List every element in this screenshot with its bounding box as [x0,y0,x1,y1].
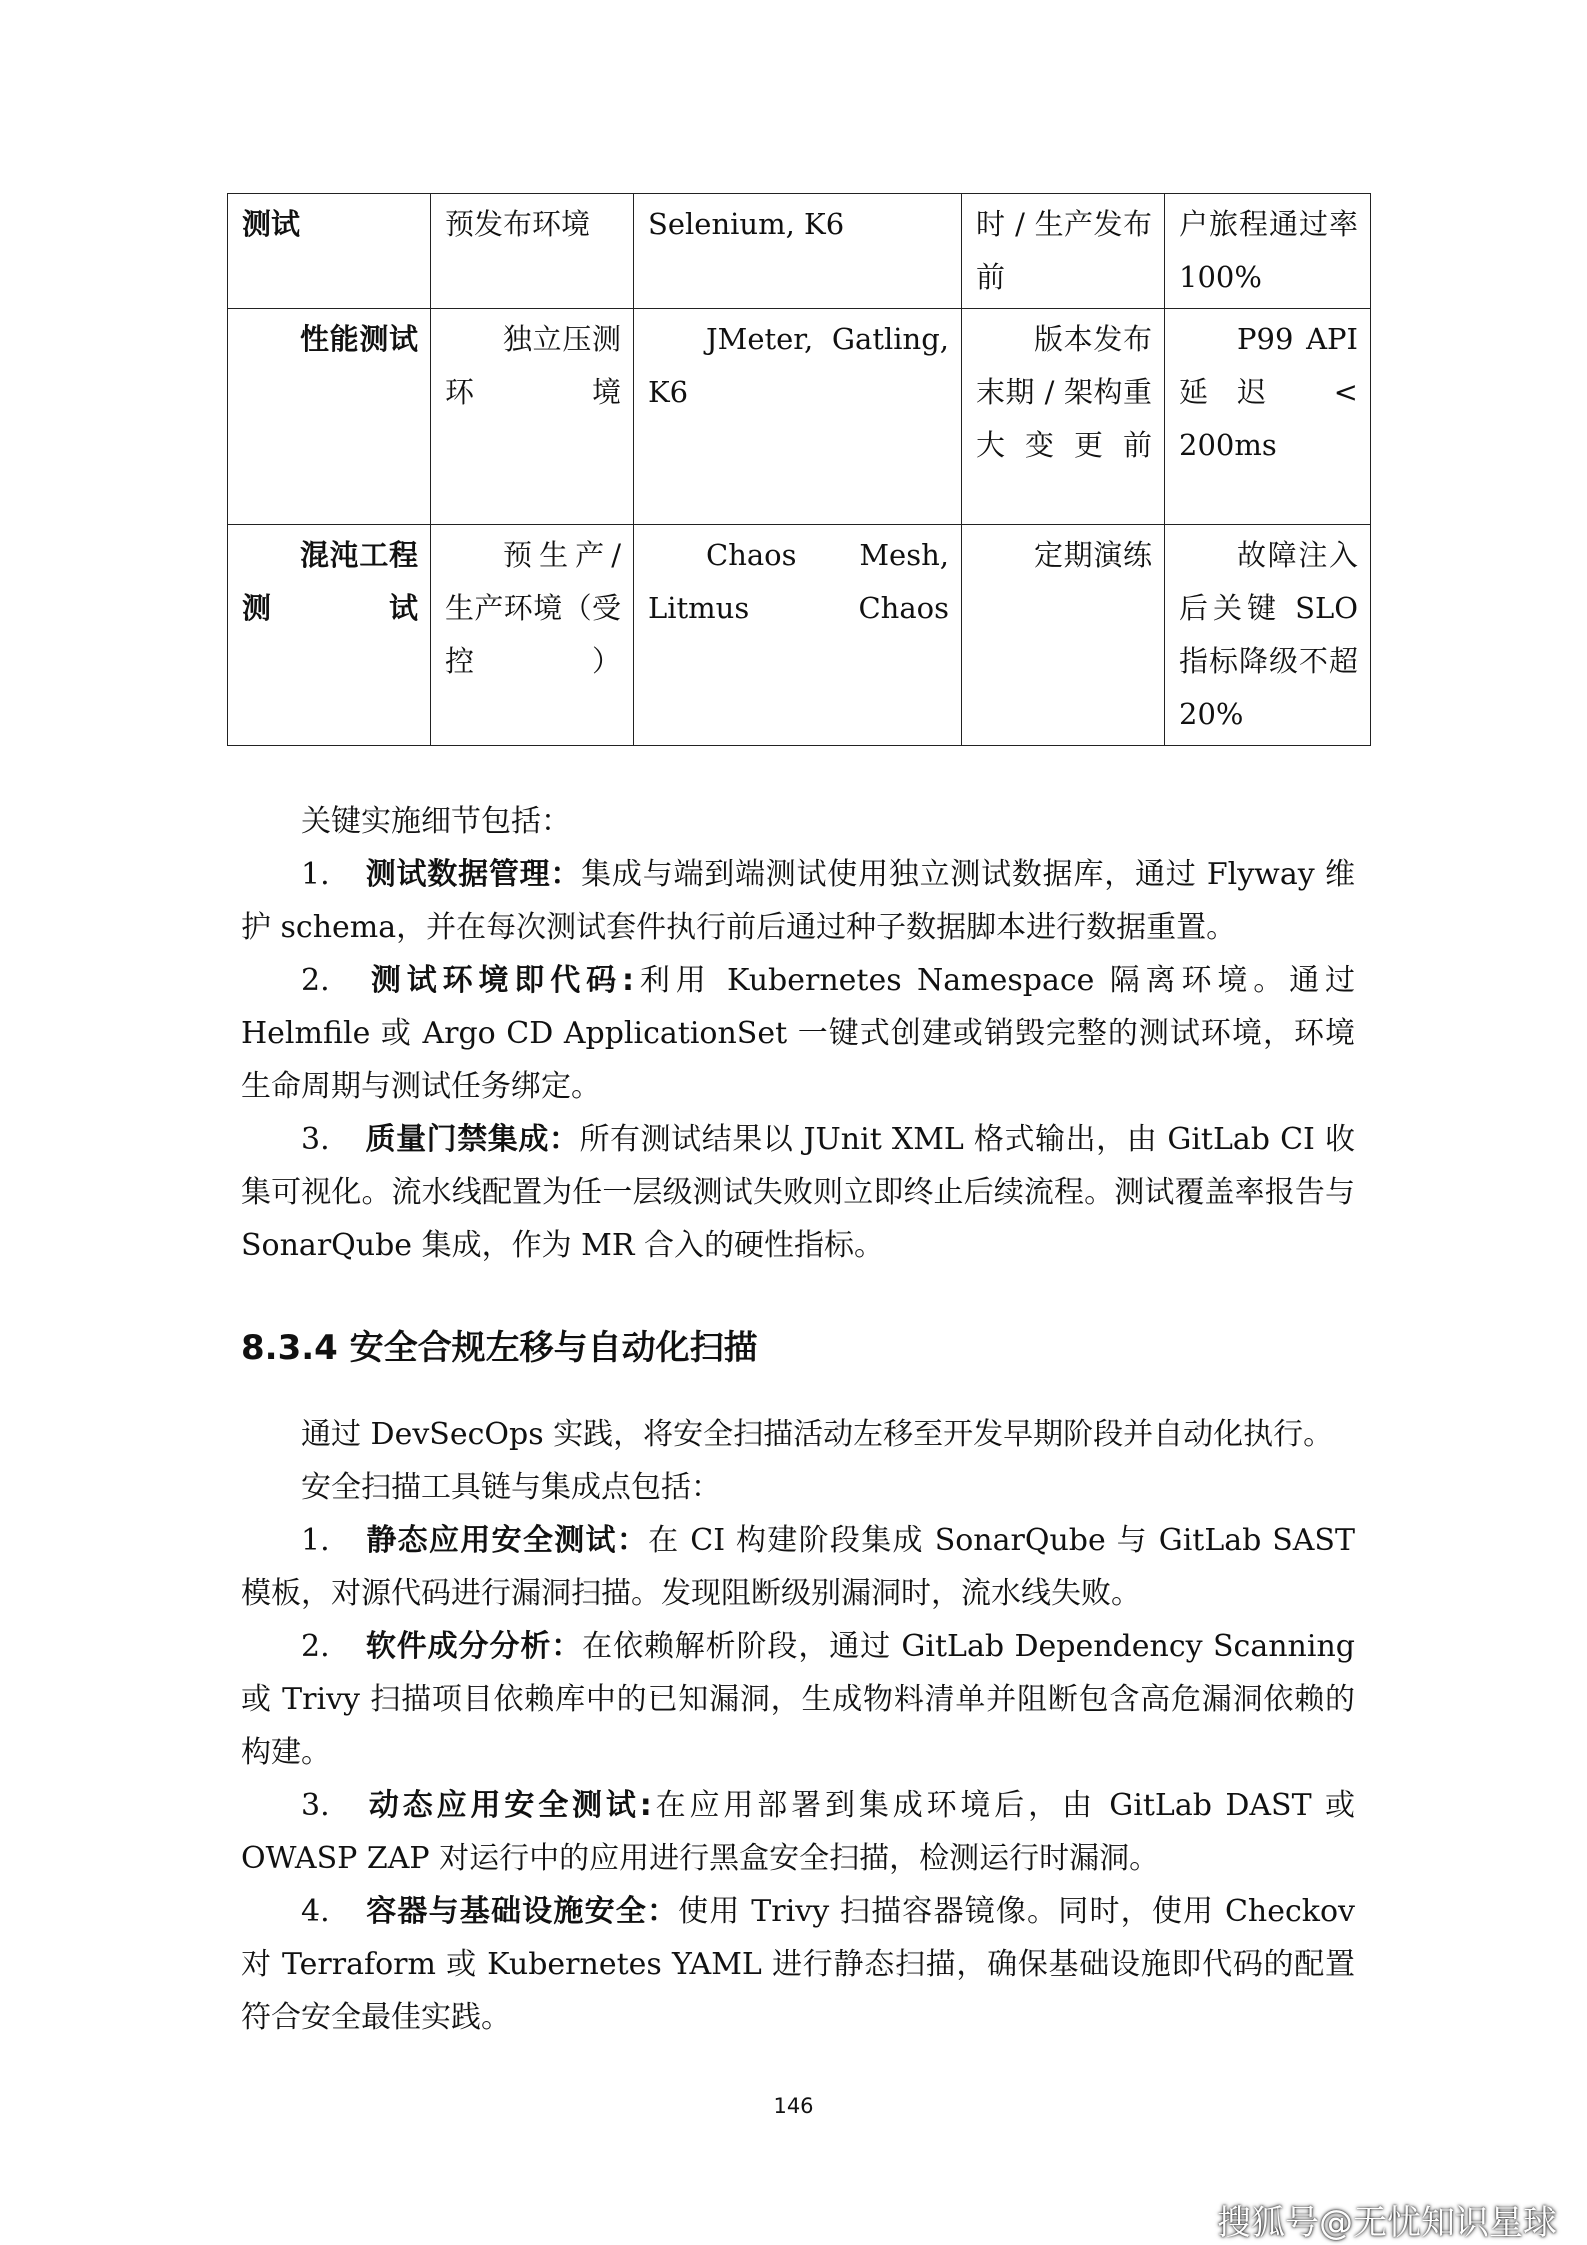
table-row [228,525,1371,746]
list-item [241,954,1355,1113]
table-row [228,309,1371,525]
item-title: 质量门禁集成： [365,1122,580,1157]
tools-cell: Chaos Mesh, Litmus Chaos [634,525,962,746]
test-type-cell: 测试 [228,194,431,309]
criteria-cell: P99 API 延迟 < 200ms [1165,309,1371,525]
item-title: 软件成分分析： [365,1629,583,1664]
page-number: 146 [773,2094,814,2118]
item-text: 使用 Trivy 扫描容器镜像。同时，使用 Checkov 对 Terraform 或 Kubernetes YAML 进行静态扫描，确保基础设施即代码的配置符合安全最佳实践。 [241,1894,1355,2035]
section-paragraph: 通过 DevSecOps 实践，将安全扫描活动左移至开发早期阶段并自动化执行。 [301,1417,1334,1452]
item-text: 利用 Kubernetes Namespace 隔离环境。通过 Helmfile 或 Argo CD ApplicationSet 一键式创建或销毁完整的测试环境，环境生命周期与测试任务绑定。 [241,963,1356,1104]
item-title: 静态应用安全测试： [365,1523,649,1558]
environment-cell: 预生产/生产环境（受控） [431,525,634,746]
environment-cell: 预发布环境 [431,194,634,309]
section-paragraph: 安全扫描工具链与集成点包括： [301,1470,721,1505]
list-item [241,1113,1355,1272]
list-item [241,848,1355,954]
item-text: 在依赖解析阶段，通过 GitLab Dependency Scanning 或 Trivy 扫描项目依赖库中的已知漏洞，生成物料清单并阻断包含高危漏洞依赖的构建。 [241,1629,1356,1770]
item-text: 所有测试结果以 JUnit XML 格式输出，由 GitLab CI 收集可视化。流水线配置为任一层级测试失败则立即终止后续流程。测试覆盖率报告与 SonarQube 集成，作为 MR 合入的硬性指标。 [241,1122,1355,1263]
timing-cell: 定期演练 [962,525,1165,746]
item-text: 在应用部署到集成环境后，由 GitLab DAST 或 OWASP ZAP 对运行中的应用进行黑盒安全扫描，检测运行时漏洞。 [241,1788,1355,1876]
item-title: 测试环境即代码: [365,963,634,998]
test-strategy-table [227,193,1371,746]
item-text: 集成与端到端测试使用独立测试数据库，通过 Flyway 维护 schema，并在每次测试套件执行前后通过种子数据脚本进行数据重置。 [241,857,1356,945]
item-number: 4. [301,1894,330,1929]
item-title: 动态应用安全测试: [365,1788,652,1823]
list-item [241,1514,1355,1620]
test-type-cell: 性能测试 [228,309,431,525]
timing-cell: 版本发布末期 / 架构重大变更前 [962,309,1165,525]
item-number: 3. [301,1122,330,1157]
list-item [241,1885,1355,2044]
item-title: 测试数据管理： [365,857,582,892]
section-heading: 8.3.4 安全合规左移与自动化扫描 [241,1328,758,1368]
list-item [241,1779,1355,1885]
item-number: 1. [301,857,330,892]
criteria-cell: 户旅程通过率 100% [1165,194,1371,309]
test-type-cell: 混沌工程测试 [228,525,431,746]
item-number: 1. [301,1523,330,1558]
item-text: 在 CI 构建阶段集成 SonarQube 与 GitLab SAST 模板，对源代码进行漏洞扫描。发现阻断级别漏洞时，流水线失败。 [241,1523,1355,1611]
item-number: 2. [301,1629,330,1664]
watermark: 搜狐号@无忧知识星球 [1217,2203,1557,2243]
tools-cell: Selenium, K6 [634,194,962,309]
implementation-details [241,795,1355,1272]
item-number: 2. [301,963,330,998]
item-number: 3. [301,1788,330,1823]
tools-cell: JMeter, Gatling, K6 [634,309,962,525]
table-row [228,194,1371,309]
environment-cell: 独立压测环境 [431,309,634,525]
timing-cell: 时 / 生产发布前 [962,194,1165,309]
criteria-cell: 故障注入后关键 SLO 指标降级不超 20% [1165,525,1371,746]
list-item [241,1620,1355,1779]
details-intro: 关键实施细节包括： [301,804,571,839]
item-title: 容器与基础设施安全： [365,1894,679,1929]
security-section-body [241,1408,1355,2044]
